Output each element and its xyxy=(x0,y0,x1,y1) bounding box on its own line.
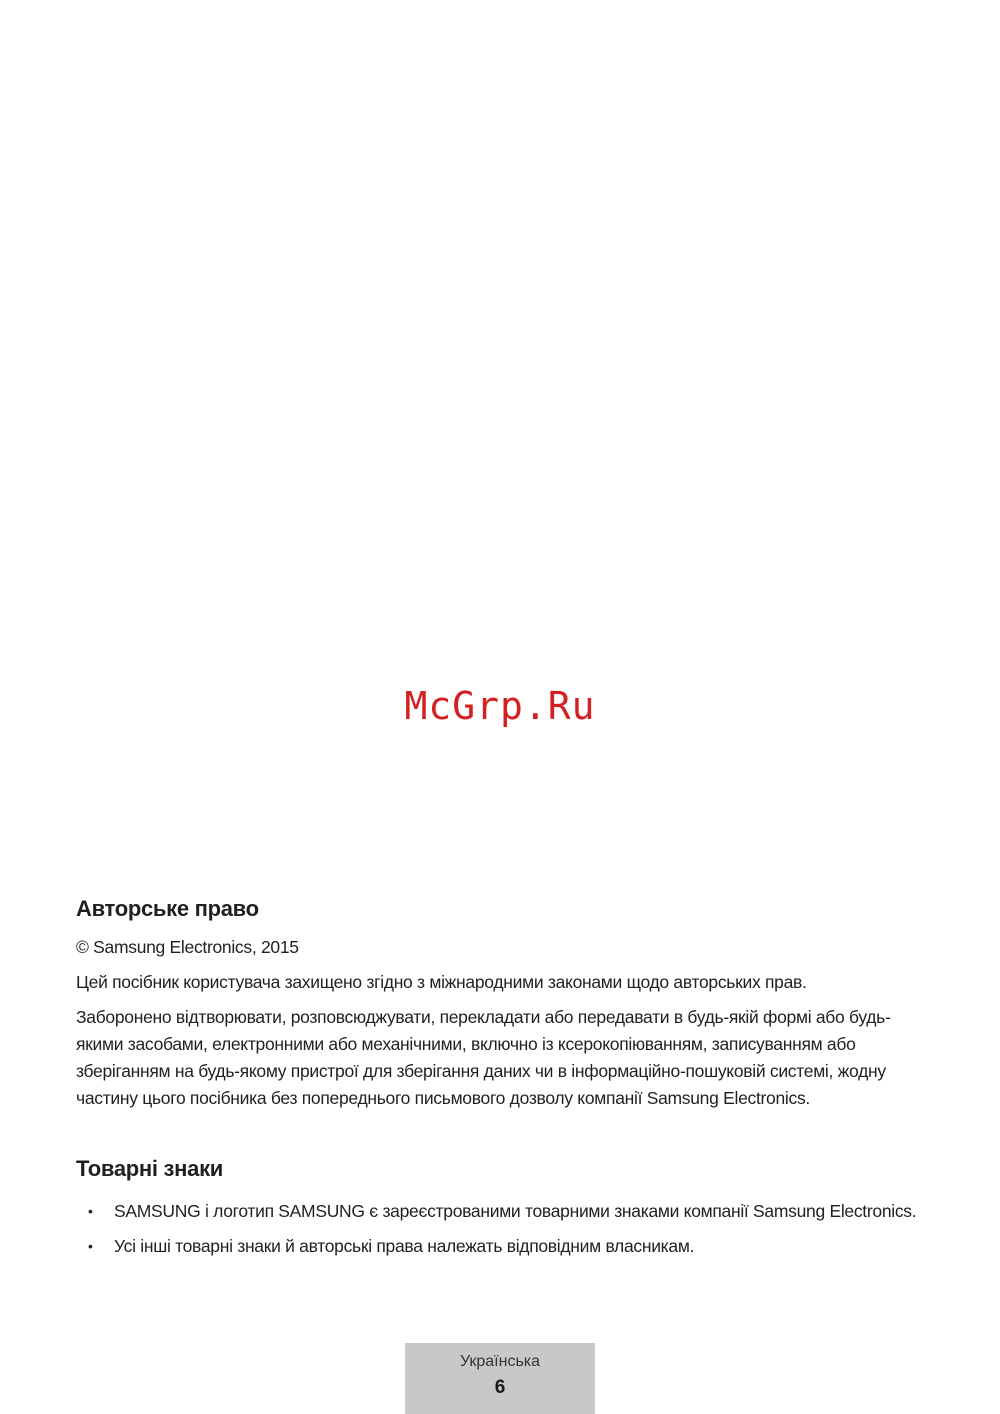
list-item-text: Усі інші товарні знаки й авторські права належать відповідним власникам. xyxy=(114,1236,695,1256)
footer-language: Українська xyxy=(459,1353,541,1370)
main-content xyxy=(76,896,936,1268)
copyright-notice: © Samsung Electronics, 2015 xyxy=(76,937,299,957)
copyright-intro-paragraph: Цей посібник користувача захищено згідно з міжнародними законами щодо авторських прав. xyxy=(76,972,807,992)
trademarks-list xyxy=(76,1198,936,1260)
copyright-heading: Авторське право xyxy=(76,896,259,921)
copyright-body-paragraph: Заборонено відтворювати, розповсюджувати, перекладати або передавати в будь-якій формі або будь-якими засобами, електронними або механічними, включно із ксерокопіюванням, записуванням або зберіганням на будь-якому пристрої для зберігання даних чи в інформаційно-пошуковій системі, жодну частину цього посібника без попереднього письмового дозволу компанії Samsung Electronics. xyxy=(76,1007,891,1108)
list-item xyxy=(76,1198,936,1225)
page-number: 6 xyxy=(494,1377,506,1398)
watermark: McGrp.Ru xyxy=(404,684,596,728)
trademarks-heading: Товарні знаки xyxy=(76,1156,224,1181)
copyright-section xyxy=(76,896,936,1112)
bullet-icon: • xyxy=(88,1203,93,1219)
list-item xyxy=(76,1233,936,1260)
bullet-icon: • xyxy=(88,1238,93,1254)
list-item-text: SAMSUNG і логотип SAMSUNG є зареєстрованими товарними знаками компанії Samsung Electronics. xyxy=(114,1201,917,1221)
trademarks-section xyxy=(76,1156,936,1260)
page-footer-tab xyxy=(405,1343,595,1414)
